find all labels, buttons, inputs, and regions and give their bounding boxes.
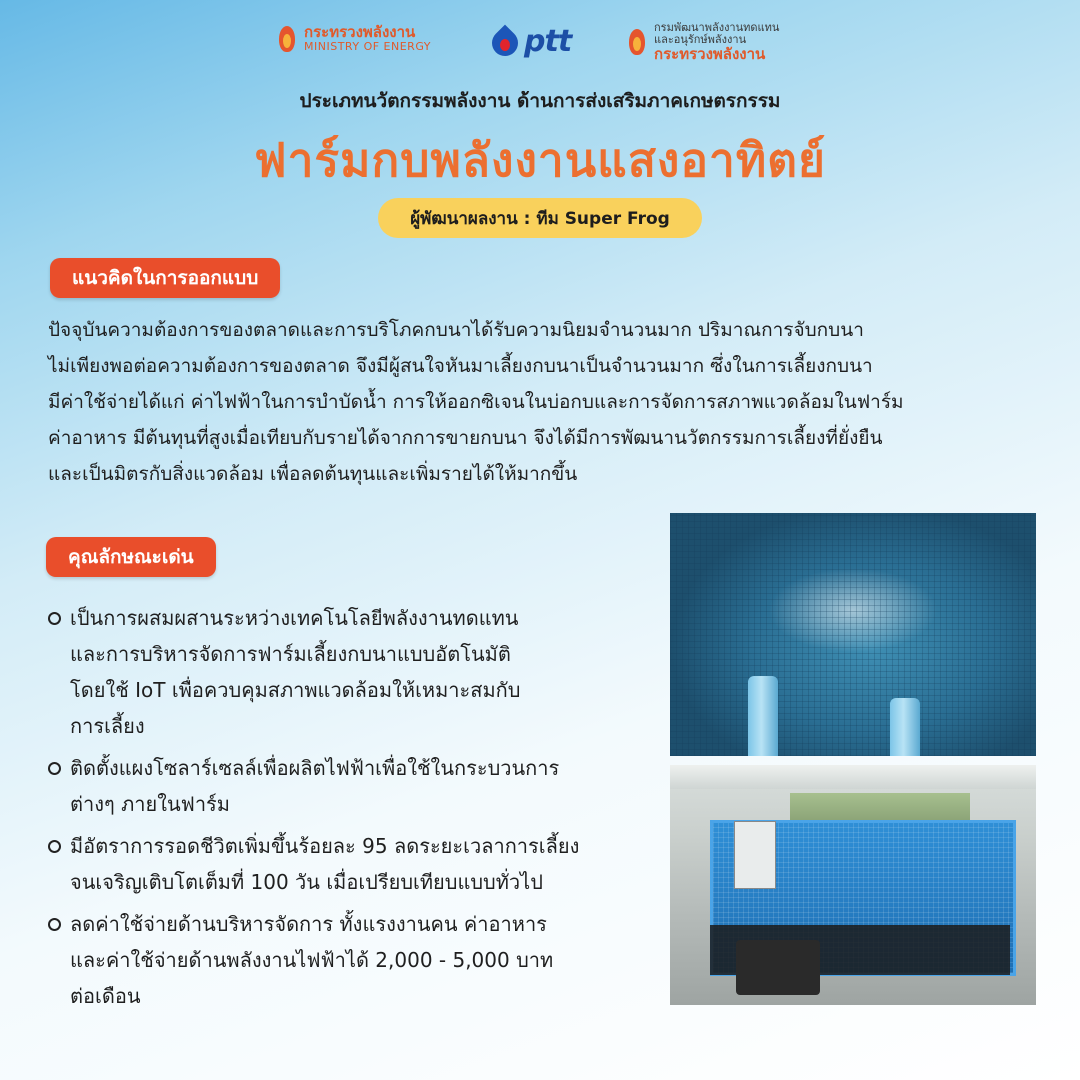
concept-line: ค่าอาหาร มีต้นทุนที่สูงเมื่อเทียบกับรายได้จากการขายกบนา จึงได้มีการพัฒนานวัตกรรมการเลี้ยงที่ยั่งยืน <box>48 427 883 449</box>
feature-text: ติดตั้งแผงโซลาร์เซลล์เพื่อผลิตไฟฟ้าเพื่อใช้ในกระบวนการ <box>70 756 560 780</box>
category-subtitle: ประเภทนวัตกรรมพลังงาน ด้านการส่งเสริมภาคเกษตรกรรม <box>299 90 781 112</box>
circle-bullet-icon <box>48 762 61 775</box>
controller-box <box>734 821 776 889</box>
ptt-wordmark: ptt <box>524 23 572 59</box>
feature-text: ต่างๆ ภายในฟาร์ม <box>70 792 230 816</box>
concept-line: ไม่เพียงพอต่อความต้องการของตลาด จึงมีผู้สนใจหันมาเลี้ยงกบนาเป็นจำนวนมาก ซึ่งในการเลี้ยงกบนา <box>48 355 873 377</box>
dede-line-1: กรมพัฒนาพลังงานทดแทน <box>654 21 780 34</box>
feature-text: โดยใช้ IoT เพื่อควบคุมสภาพแวดล้อมให้เหมาะสมกับ <box>70 678 521 702</box>
frog-tank-closeup-photo <box>670 513 1036 756</box>
feature-text: และค่าใช้จ่ายด้านพลังงานไฟฟ้าได้ 2,000 - 5,000 บาท <box>70 948 554 972</box>
page-title: ฟาร์มกบพลังงานแสงอาทิตย์ <box>254 133 826 187</box>
feature-text: เป็นการผสมผสานระหว่างเทคโนโลยีพลังงานทดแทน <box>70 606 519 630</box>
feature-text: ลดค่าใช้จ่ายด้านบริหารจัดการ ทั้งแรงงานคน ค่าอาหาร <box>70 912 547 936</box>
concept-line: มีค่าใช้จ่ายได้แก่ ค่าไฟฟ้าในการบำบัดน้ำ การให้ออกซิเจนในบ่อกบและการจัดการสภาพแวดล้อมในฟาร์ม <box>48 391 904 413</box>
ministry-name-en: MINISTRY OF ENERGY <box>304 40 432 54</box>
dede-line-3: กระทรวงพลังงาน <box>654 45 766 64</box>
team-badge: ผู้พัฒนาผลงาน : ทีม Super Frog <box>378 198 702 238</box>
features-heading: คุณลักษณะเด่น <box>46 537 216 577</box>
feature-item <box>44 828 614 900</box>
feature-text: ต่อเดือน <box>70 984 141 1008</box>
ptt-logo <box>490 22 571 60</box>
concept-line: และเป็นมิตรกับสิ่งแวดล้อม เพื่อลดต้นทุนและเพิ่มรายได้ให้มากขึ้น <box>48 463 578 485</box>
flame-icon <box>276 22 298 56</box>
feature-text: จนเจริญเติบโตเต็มที่ 100 วัน เมื่อเปรียบเทียบแบบทั่วไป <box>70 870 543 894</box>
concept-line: ปัจจุบันความต้องการของตลาดและการบริโภคกบนาได้รับความนิยมจำนวนมาก ปริมาณการจับกบนา <box>48 319 864 341</box>
dede-logo <box>626 22 779 63</box>
feature-text: มีอัตราการรอดชีวิตเพิ่มขึ้นร้อยละ 95 ลดระยะเวลาการเลี้ยง <box>70 834 580 858</box>
concept-heading: แนวคิดในการออกแบบ <box>50 258 280 298</box>
dede-line-2: และอนุรักษ์พลังงาน <box>654 33 747 47</box>
battery-box <box>736 940 820 995</box>
circle-bullet-icon <box>48 612 61 625</box>
feature-item <box>44 906 614 1014</box>
ministry-name-th: กระทรวงพลังงาน <box>304 23 416 42</box>
concept-paragraph <box>48 312 1038 492</box>
feature-text: และการบริหารจัดการฟาร์มเลี้ยงกบนาแบบอัตโนมัติ <box>70 642 511 666</box>
flame-icon <box>626 25 648 59</box>
feature-item <box>44 600 614 744</box>
features-list <box>44 600 614 1020</box>
ministry-of-energy-logo <box>276 22 431 56</box>
frog-farm-setup-photo <box>670 765 1036 1005</box>
logo-bar <box>0 22 1080 72</box>
circle-bullet-icon <box>48 840 61 853</box>
feature-text: การเลี้ยง <box>70 714 145 738</box>
circle-bullet-icon <box>48 918 61 931</box>
ptt-drop-icon <box>490 22 520 60</box>
feature-item <box>44 750 614 822</box>
